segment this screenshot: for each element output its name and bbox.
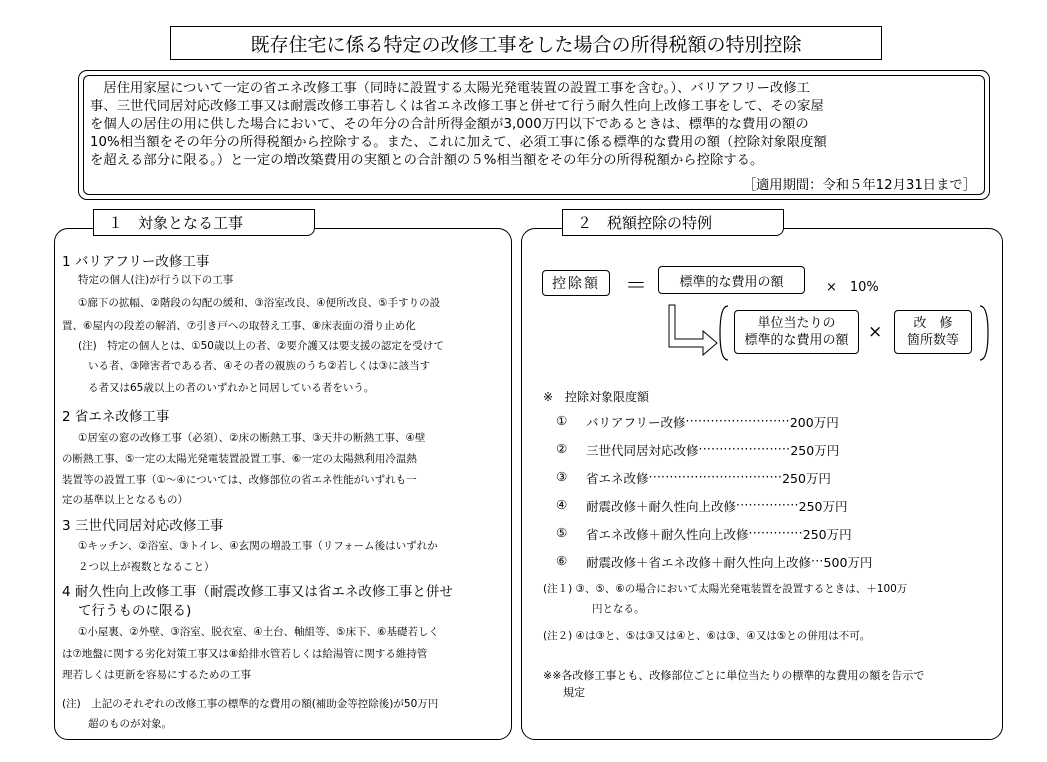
energy-saving-line: 装置等の設置工事（①～④については、改修部位の省エネ性能がいずれも一 [62,474,417,486]
unit-cost-line: 標準的な費用の額 [744,333,849,348]
multiply-sign: × [868,322,883,342]
durability-line: は⑦地盤に関する劣化対策工事又は⑧給排水管若しくは給湯管に関する維持管 [62,648,428,660]
limit-name: 省エネ改修 [586,471,649,486]
solar-note-cont: 円となる。 [592,603,645,615]
limit-amount: 250万円 [782,471,831,486]
limit-number: ④ [556,497,568,512]
barrier-free-note: (注) 特定の個人とは、①50歳以上の者、②要介護又は要支援の認定を受けて [78,340,444,352]
intro-line: 居住用家屋について一定の省エネ改修工事（同時に設置する太陽光発電装置の設置工事を含む。）、バリアフリー改修工 [90,81,810,96]
limit-dots: ······················ [698,441,791,456]
limit-name: 耐震改修＋省エネ改修＋耐久性向上改修 [586,555,812,570]
intro-paragraph [90,80,978,170]
arrow-icon [665,303,723,359]
standard-cost-box: 標準的な費用の額 [658,266,805,294]
limit-amount: 250万円 [798,499,848,514]
limit-amount: 500万円 [823,555,873,570]
limit-number: ③ [556,469,568,484]
barrier-free-line: 置、⑥屋内の段差の解消、⑦引き戸への取替え工事、⑧床表面の滑り止め化 [62,320,416,332]
barrier-free-note: いる者、③障害者である者、④その者の親族のうち②若しくは③に該当す [88,360,431,372]
limit-row [556,553,872,571]
rate-multiplier: × 10% [826,280,879,295]
limit-name: 耐震改修＋耐久性向上改修 [586,499,737,514]
energy-saving-line: ①居室の窓の改修工事（必須）、②床の断熱工事、③天井の断熱工事、④壁 [78,432,426,444]
limit-amount: 200万円 [789,415,839,430]
intro-line: を超える部分に限る。）と一定の増改築費用の実額との合計額の５%相当額をその年分の所得税額から控除する。 [90,153,764,168]
barrier-free-heading: 1 バリアフリー改修工事 [62,254,210,270]
left-footnote-cont: 超のものが対象。 [88,718,172,730]
limit-name: 省エネ改修＋耐久性向上改修 [586,527,749,542]
credit-amount-box: 控除額 [542,270,610,296]
energy-saving-line: の断熱工事、⑤一定の太陽光発電装置設置工事、⑥一定の太陽熱利用冷温熱 [62,453,417,465]
repair-count-box [894,310,972,354]
limit-name: バリアフリー改修 [586,415,686,430]
limit-dots: ························· [685,413,790,428]
solar-note: (注１) ③、⑤、⑥の場合において太陽光発電装置を設置するときは、＋100万 [543,583,908,595]
durability-heading: 4 耐久性向上改修工事（耐震改修工事又は省エネ改修工事と併せ [62,584,453,600]
three-generation-line: ２つ以上が複数となること） [78,561,215,573]
energy-saving-line: 定の基準以上となるもの） [62,494,188,506]
footer-note: ※※各改修工事とも、改修部位ごとに単位当たりの標準的な費用の額を告示で [543,669,925,682]
page-title: 既存住宅に係る特定の改修工事をした場合の所得税額の特別控除 [170,26,882,60]
energy-saving-heading: 2 省エネ改修工事 [62,409,170,425]
limit-row [556,497,847,515]
tax-credit-tab: ２ 税額控除の特例 [562,209,784,236]
limit-heading: ※ 控除対象限度額 [543,390,650,404]
limit-number: ⑤ [556,525,568,540]
limit-dots: ································ [648,469,783,484]
limit-dots: ··············· [736,497,799,512]
combination-note: (注２) ④は③と、⑤は③又は④と、⑥は③、④又は⑤との併用は不可。 [543,630,871,642]
limit-number: ① [556,413,568,428]
unit-cost-box [734,310,859,354]
three-generation-line: ①キッチン、②浴室、③トイレ、④玄関の増設工事（リフォーム後はいずれか [78,540,438,552]
limit-row [556,413,839,431]
limit-row [556,469,831,487]
equals-sign: ＝ [625,274,648,299]
intro-line: 10%相当額をその年分の所得税額から控除する。また、これに加えて、必須工事に係る標準的な費用の額（控除対象限度額 [90,135,827,150]
applicable-period: ［適用期間：令和５年12月31日まで］ [742,178,976,193]
three-generation-heading: 3 三世代同居対応改修工事 [62,518,224,534]
limit-name: 三世代同居対応改修 [586,443,699,458]
target-works-tab: １ 対象となる工事 [93,209,315,236]
left-footnote: (注) 上記のそれぞれの改修工事の標準的な費用の額(補助金等控除後)が50万円 [62,698,439,710]
durability-line: ①小屋裏、②外壁、③浴室、脱衣室、④土台、軸組等、⑤床下、⑥基礎若しく [78,626,439,638]
limit-amount: 250万円 [790,443,840,458]
intro-line: 事、三世代同居対応改修工事又は耐震改修工事若しくは省エネ改修工事と併せて行う耐久性向上改修工事をして、その家屋 [90,99,824,114]
footer-note-cont: 規定 [563,686,585,699]
limit-number: ⑥ [556,553,568,568]
durability-line: 理若しくは更新を容易にするための工事 [62,669,251,681]
repair-count-line: 箇所数等 [906,333,959,348]
limit-dots: ············· [748,525,803,540]
barrier-free-note: る者又は65歳以上の者のいずれかと同居している者をいう。 [88,382,375,394]
unit-cost-line: 単位当たりの [757,316,836,331]
limit-row [556,441,839,459]
durability-heading-cont: て行うものに限る) [78,603,192,619]
barrier-free-sub: 特定の個人(注)が行う以下の工事 [78,274,234,286]
limit-dots: ··· [811,553,824,568]
limit-number: ② [556,441,568,456]
repair-count-line: 改 修 [913,316,953,331]
limit-amount: 250万円 [802,527,852,542]
limit-row [556,525,852,543]
barrier-free-line: ①廊下の拡幅、②階段の勾配の緩和、③浴室改良、④便所改良、⑤手すりの設 [78,297,441,309]
intro-line: を個人の居住の用に供した場合において、その年分の合計所得金額が3,000万円以下であるときは、標準的な費用の額の [90,117,809,132]
